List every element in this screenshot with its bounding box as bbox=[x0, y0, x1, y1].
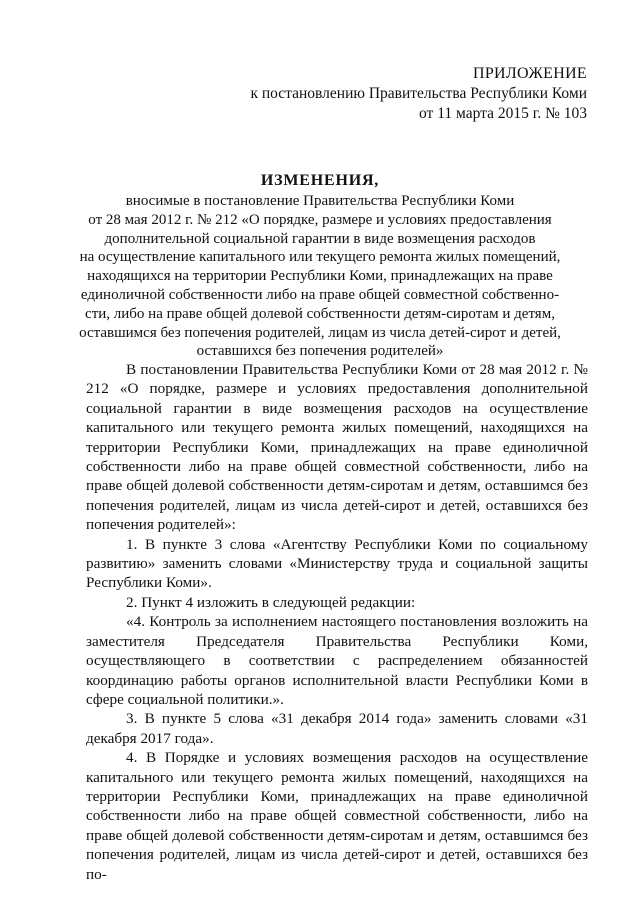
paragraph-item-2-text: «4. Контроль за исполнением настоящего постановления возложить на заместителя Председателя Правительства Республики Коми, осуществляющего в соответствии с распределением обязанностей координацию работы органов исполнительной власти Республики Коми в сфере социальной политики.». bbox=[86, 613, 588, 708]
document-body bbox=[86, 360, 588, 884]
heading-line: оставшимся без попечения родителей, лицам из числа детей-сирот и детей, bbox=[79, 324, 561, 341]
heading-line: на осуществление капитального или текущего ремонта жилых помещений, bbox=[79, 249, 561, 266]
paragraph-item-2: 2. Пункт 4 изложить в следующей редакции: bbox=[126, 593, 416, 611]
heading-line: дополнительной социальной гарантии в виде возмещения расходов bbox=[104, 230, 536, 247]
paragraph-item-3: 3. В пункте 5 слова «31 декабря 2014 года» заменить словами «31 декабря 2017 года». bbox=[86, 710, 588, 747]
heading-line: единоличной собственности либо на праве общей совместной собственно- bbox=[80, 286, 560, 303]
paragraph-item-4: 4. В Порядке и условиях возмещения расходов на осуществление капитального или текущего ремонта жилых помещений, находящихся на территории Республики Коми, принадлежащих на праве единоличной собственности либо на праве общей совместной собственности, либо на праве общей долевой собственности детям-сиротам и детям, оставшимся без попечения родителей, лицам из числа детей-сирот и детей, оставшихся без по- bbox=[86, 749, 588, 883]
appendix-title: ПРИЛОЖЕНИЕ bbox=[472, 65, 587, 82]
appendix-date: от 11 марта 2015 г. № 103 bbox=[419, 105, 587, 122]
heading-title: ИЗМЕНЕНИЯ, bbox=[260, 172, 380, 189]
paragraph-item-1: 1. В пункте 3 слова «Агентству Республики Коми по социальному развитию» заменить словами «Министерству труда и социальной защиты Республики Коми». bbox=[86, 535, 588, 592]
document-heading bbox=[70, 170, 570, 361]
heading-line: сти, либо на праве общей долевой собственности детям-сиротам и детям, bbox=[85, 305, 555, 322]
paragraph-intro: В постановлении Правительства Республики Коми от 28 мая 2012 г. № 212 «О порядке, размере и условиях предоставления дополнительной социальной гарантии в виде возмещения расходов на осуществление капитального или текущего ремонта жилых помещений, находящихся на территории Республики Коми, принадлежащих на праве единоличной собственности либо на праве общей совместной собственности, либо на праве общей долевой собственности детям-сиротам и детям, оставшимся без попечения родителей, лицам из числа детей-сирот и детей, оставшихся без попечения родителей»: bbox=[86, 361, 588, 534]
appendix-block bbox=[250, 64, 587, 124]
heading-line: вносимые в постановление Правительства Республики Коми bbox=[125, 193, 515, 209]
heading-line: оставшихся без попечения родителей» bbox=[196, 343, 444, 360]
heading-line: находящихся на территории Республики Коми, принадлежащих на праве bbox=[87, 268, 553, 285]
heading-line: от 28 мая 2012 г. № 212 «О порядке, размере и условиях предоставления bbox=[88, 211, 552, 228]
appendix-reference: к постановлению Правительства Республики Коми bbox=[250, 85, 587, 102]
